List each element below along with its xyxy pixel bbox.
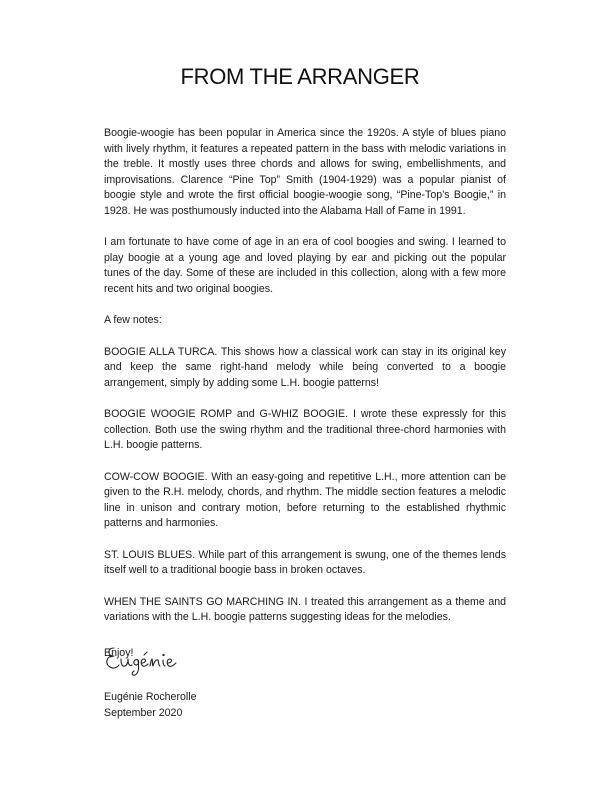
paragraph-history: Boogie-woogie has been popular in America since the 1920s. A style of blues piano with lively rhythm, it features a repeated pattern in the bass with melodic variations in the treble. It mostly uses three chords and allows for swing, embellishments, and improvisations. Clarence “Pine Top” Smith (1904-1929) was a popular pianist of boogie style and wrote the first official boogie-woogie song, “Pine-Top’s Boogie,” in 1928. He was posthumously inducted into the Alabama Hall of Fame in 1991. <box>104 127 506 217</box>
paragraph-boogie-woogie-romp: BOOGIE WOOGIE ROMP and G-WHIZ BOOGIE. I wrote these expressly for this collection. Both use the swing rhythm and the traditional three-chord harmonies with L.H. boogie patterns. <box>104 408 506 451</box>
paragraph-st-louis-blues: ST. LOUIS BLUES. While part of this arrangement is swung, one of the themes lends itself well to a traditional boogie bass in broken octaves. <box>104 548 506 576</box>
body-text <box>104 126 506 677</box>
signature-block <box>104 689 196 721</box>
paragraph-notes-intro: A few notes: <box>104 314 162 326</box>
author-name: Eugénie Rocherolle <box>104 691 197 703</box>
closing-text: Enjoy! <box>104 646 134 659</box>
handwritten-signature <box>104 640 194 680</box>
paragraph-boogie-alla-turca: BOOGIE ALLA TURCA. This shows how a classical work can stay in its original key and keep the same right-hand melody while being converted to a boogie arrangement, simply by adding some L.H. boogie patterns! <box>104 345 506 389</box>
signature-date: September 2020 <box>104 707 183 719</box>
paragraph-cow-cow-boogie: COW-COW BOOGIE. With an easy-going and repetitive L.H., more attention can be given to the R.H. melody, chords, and rhythm. The middle section features a melodic line in unison and contrary motion, before returning to the established rhythmic patterns and harmonies. <box>104 470 506 529</box>
page-title: FROM THE ARRANGER <box>180 64 420 89</box>
paragraph-saints: WHEN THE SAINTS GO MARCHING IN. I treated this arrangement as a theme and variations with the L.H. boogie patterns suggesting ideas for the melodies. <box>104 595 506 623</box>
paragraph-personal: I am fortunate to have come of age in an era of cool boogies and swing. I learned to play boogie at a young age and loved playing by ear and picking out the popular tunes of the day. Some of these are included in this collection, along with a few more recent hits and two original boogies. <box>104 236 506 295</box>
